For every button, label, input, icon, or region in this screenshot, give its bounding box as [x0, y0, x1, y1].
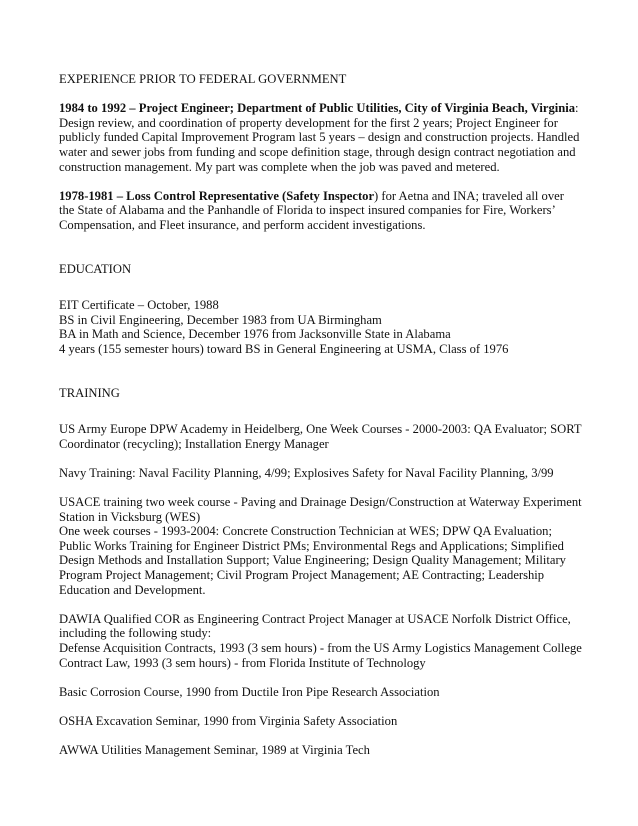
- education-item: EIT Certificate – October, 1988: [59, 298, 219, 313]
- training-line: Basic Corrosion Course, 1990 from Ductile Iron Pipe Research Association: [59, 684, 440, 699]
- training-item-4: [59, 612, 589, 670]
- training-line: Contract Law, 1993 (3 sem hours) - from Florida Institute of Technology: [59, 655, 426, 670]
- education-list: [59, 298, 589, 356]
- education-item: 4 years (155 semester hours) toward BS in General Engineering at USMA, Class of 1976: [59, 341, 509, 356]
- training-line: USACE training two week course - Paving and Drainage Design/Construction at Waterway Experiment: [59, 495, 582, 510]
- job-1-line: publicly funded Capital Improvement Program last 5 years – design and construction projects. Handled: [59, 130, 580, 145]
- job-2-line: Compensation, and Fleet insurance, and perform accident investigations.: [59, 217, 426, 232]
- job-2-title-suffix: ) for Aetna and INA; traveled all over: [374, 188, 564, 203]
- experience-heading: EXPERIENCE PRIOR TO FEDERAL GOVERNMENT: [59, 72, 347, 86]
- resume-page: [59, 72, 589, 758]
- training-item-1: [59, 422, 589, 451]
- training-heading: TRAINING: [59, 385, 120, 400]
- training-line: Program Project Management; Civil Program Project Management; AE Contracting; Leadership: [59, 568, 545, 583]
- training-line: US Army Europe DPW Academy in Heidelberg, One Week Courses - 2000-2003: QA Evaluator; SORT: [59, 422, 582, 437]
- training-item-5: [59, 685, 589, 700]
- job-2-title-line: [59, 189, 589, 204]
- job-2-line: the State of Alabama and the Panhandle of Florida to inspect insured companies for Fire, Workers’: [59, 203, 556, 218]
- education-item: BA in Math and Science, December 1976 from Jacksonville State in Alabama: [59, 327, 451, 342]
- training-line: OSHA Excavation Seminar, 1990 from Virginia Safety Association: [59, 713, 398, 728]
- training-line: Education and Development.: [59, 582, 206, 597]
- training-item-6: [59, 714, 589, 729]
- training-item-3: [59, 495, 589, 597]
- education-heading: EDUCATION: [59, 261, 132, 276]
- training-item-2: [59, 466, 589, 481]
- training-line: DAWIA Qualified COR as Engineering Contract Project Manager at USACE Norfolk District Office,: [59, 611, 571, 626]
- training-item-7: [59, 743, 589, 758]
- job-2-title: 1978-1981 – Loss Control Representative (Safety Inspector: [59, 188, 375, 203]
- job-1-line: water and sewer jobs from funding and scope definition stage, through design contract negotiation and: [59, 144, 576, 159]
- education-item: BS in Civil Engineering, December 1983 from UA Birmingham: [59, 312, 382, 327]
- job-1-title: 1984 to 1992 – Project Engineer; Department of Public Utilities, City of Virginia Beach, Virginia: [59, 101, 576, 116]
- training-line: Navy Training: Naval Facility Planning, 4/99; Explosives Safety for Naval Facility Planning, 3/99: [59, 465, 554, 480]
- experience-job-1: [59, 101, 589, 174]
- training-line: Station in Vicksburg (WES): [59, 509, 201, 524]
- job-1-line: Design review, and coordination of property development for the first 2 years; Project Engineer for: [59, 115, 558, 130]
- training-line: One week courses - 1993-2004: Concrete Construction Technician at WES; DPW QA Evaluation;: [59, 524, 552, 539]
- training-line: including the following study:: [59, 626, 212, 641]
- training-line: Design Methods and Installation Support; Value Engineering; Design Quality Management; Military: [59, 553, 566, 568]
- job-1-line: construction management. My part was complete when the job was paved and metered.: [59, 159, 500, 174]
- training-line: AWWA Utilities Management Seminar, 1989 at Virginia Tech: [59, 743, 370, 758]
- job-1-title-suffix: :: [575, 101, 579, 116]
- experience-job-2: [59, 189, 589, 233]
- training-line: Defense Acquisition Contracts, 1993 (3 sem hours) - from the US Army Logistics Management College: [59, 641, 582, 655]
- training-line: Coordinator (recycling); Installation Energy Manager: [59, 436, 329, 451]
- job-1-title-line: [59, 101, 589, 116]
- training-line: Public Works Training for Engineer District PMs; Environmental Regs and Applications; Simplified: [59, 538, 564, 553]
